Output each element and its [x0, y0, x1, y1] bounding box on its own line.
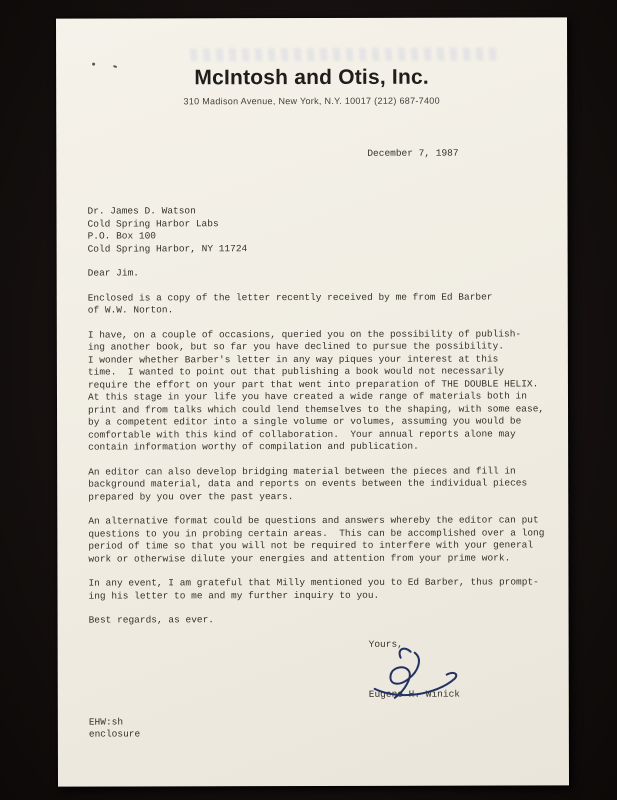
salutation: Dear Jim. [87, 267, 139, 279]
letter-page [56, 17, 569, 786]
signature [341, 648, 561, 695]
date-line: December 7, 1987 [367, 147, 459, 159]
regards-line: Best regards, as ever. [88, 614, 215, 626]
body-paragraph: Enclosed is a copy of the letter recently received by me from Ed Barber of W.W. Norton. [87, 291, 493, 316]
typist-initials: EHW:sh [88, 715, 124, 728]
print-through-ghost [186, 48, 497, 62]
enclosure-note: enclosure [88, 728, 141, 740]
letter-body [87, 204, 560, 741]
body-paragraph: I have, on a couple of occasions, queried you on the possibility of publish- ing another book, but so far you have declined to pursue the possibility. I wonder whether Barber's letter in any way piques your interest at this time. I wanted to point out that publishing a book would not necessarily require the effort on your part that went into preparation of THE DOUBLE HELIX. At this stage in your life you have created a wide range of materials both in print and from talks which could lend themselves to the shaping, with some ease, by a competent editor into a single volume or volumes, assuming you would be comfortable with this kind of collaboration. Your annual reports alone may contain information worthy of compilation and publication. [87, 327, 545, 453]
signer-name: Eugene H. Winick [368, 688, 460, 700]
letterhead-company: McIntosh and Otis, Inc. [194, 65, 429, 90]
valediction: Yours, [368, 638, 403, 650]
recipient-address: Dr. James D. Watson Cold Spring Harbor Labs P.O. Box 100 Cold Spring Harbor, NY 11724 [87, 205, 248, 255]
body-paragraph: An editor can also develop bridging material between the pieces and fill in background material, data and reports on events between the individual pieces prepared by you over the past years. [88, 464, 528, 503]
letterhead-address: 310 Madison Avenue, New York, N.Y. 10017 (212) 687-7400 [183, 95, 440, 107]
signature-scribble [341, 643, 491, 703]
pencil-mark [92, 63, 95, 66]
reference-block [89, 715, 561, 741]
body-paragraph: In any event, I am grateful that Milly mentioned you to Ed Barber, thus prompt- ing his letter to me and my further inquiry to you. [88, 576, 539, 602]
body-paragraph: An alternative format could be questions and answers whereby the editor can put questions to you in probing certain areas. This can be accomplished over a long period of time so that you will not be required to interfere with your general work or otherwise dilute your energies and attention from your prime work. [88, 514, 545, 565]
letterhead [56, 65, 567, 106]
